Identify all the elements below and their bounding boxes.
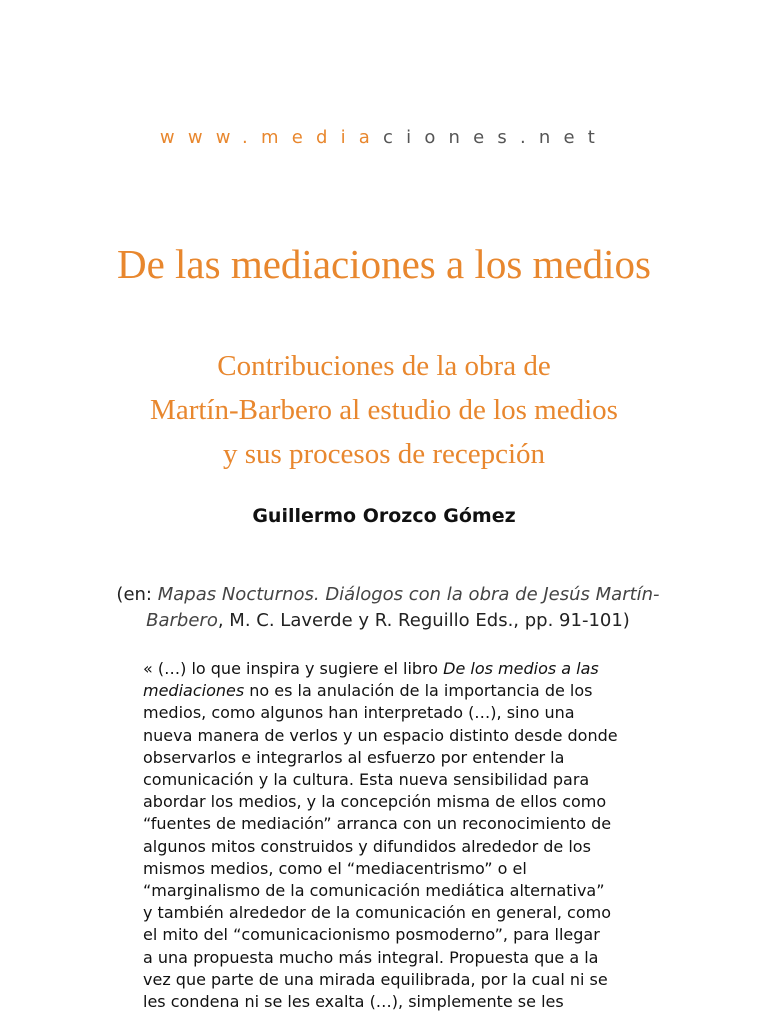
quote-line: y también alrededor de la comunicación en general, como xyxy=(143,903,612,923)
quote-line xyxy=(143,658,683,680)
quote-text: no es la anulación de la importancia de los xyxy=(244,681,593,701)
quote-line: les condena ni se les exalta (…), simplemente se les xyxy=(143,992,564,1012)
quote-line: nueva manera de verlos y un espacio distinto desde donde xyxy=(143,725,618,745)
quote-line: medios, como algunos han interpretado (…), sino una xyxy=(143,703,575,723)
quote-block xyxy=(143,658,683,1013)
quote-line: comunicación y la cultura. Esta nueva sensibilidad para xyxy=(143,770,590,790)
quote-line: mismos medios, como el “mediacentrismo” o el xyxy=(143,858,527,878)
document-title: De las mediaciones a los medios xyxy=(116,241,651,287)
quote-line: vez que parte de una mirada equilibrada, por la cual ni se xyxy=(143,969,608,989)
quote-line: “fuentes de mediación” arranca con un reconocimiento de xyxy=(143,814,612,834)
document-subtitle xyxy=(0,344,768,476)
author-name: Guillermo Orozco Gómez xyxy=(252,505,516,527)
quote-text: « (…) lo que inspira y sugiere el libro xyxy=(143,659,444,678)
quote-line: “marginalismo de la comunicación mediática alternativa” xyxy=(143,881,605,901)
book-title-cont: Barbero xyxy=(146,610,218,631)
quote-line xyxy=(143,680,683,702)
site-url-gray-part: ciones.net xyxy=(383,127,609,148)
subtitle-line: y sus procesos de recepción xyxy=(222,438,546,470)
quote-line: a una propuesta mucho más integral. Propuesta que a la xyxy=(143,947,599,967)
quote-line: observarlos e integrarlos al esfuerzo por entender la xyxy=(143,747,565,767)
citation-details: , M. C. Laverde y R. Reguillo Eds., pp. 91-101) xyxy=(217,610,630,631)
site-url[interactable] xyxy=(0,127,768,148)
quote-line: el mito del “comunicacionismo posmoderno”, para llegar xyxy=(143,925,600,945)
site-url-orange-part: www.media xyxy=(159,127,384,148)
subtitle-line: Martín-Barbero al estudio de los medios xyxy=(150,394,618,426)
subtitle-line: Contribuciones de la obra de xyxy=(217,350,551,382)
quote-line: abordar los medios, y la concepción misma de ellos como xyxy=(143,792,607,812)
book-title: Mapas Nocturnos. Diálogos con la obra de Jesús Martín- xyxy=(157,584,660,605)
source-citation xyxy=(88,582,688,634)
quote-book-title: De los medios a las xyxy=(443,659,599,678)
quote-line: algunos mitos construidos y difundidos alrededor de los xyxy=(143,836,591,856)
quote-book-title-cont: mediaciones xyxy=(143,681,245,701)
citation-open: (en: xyxy=(116,584,158,605)
